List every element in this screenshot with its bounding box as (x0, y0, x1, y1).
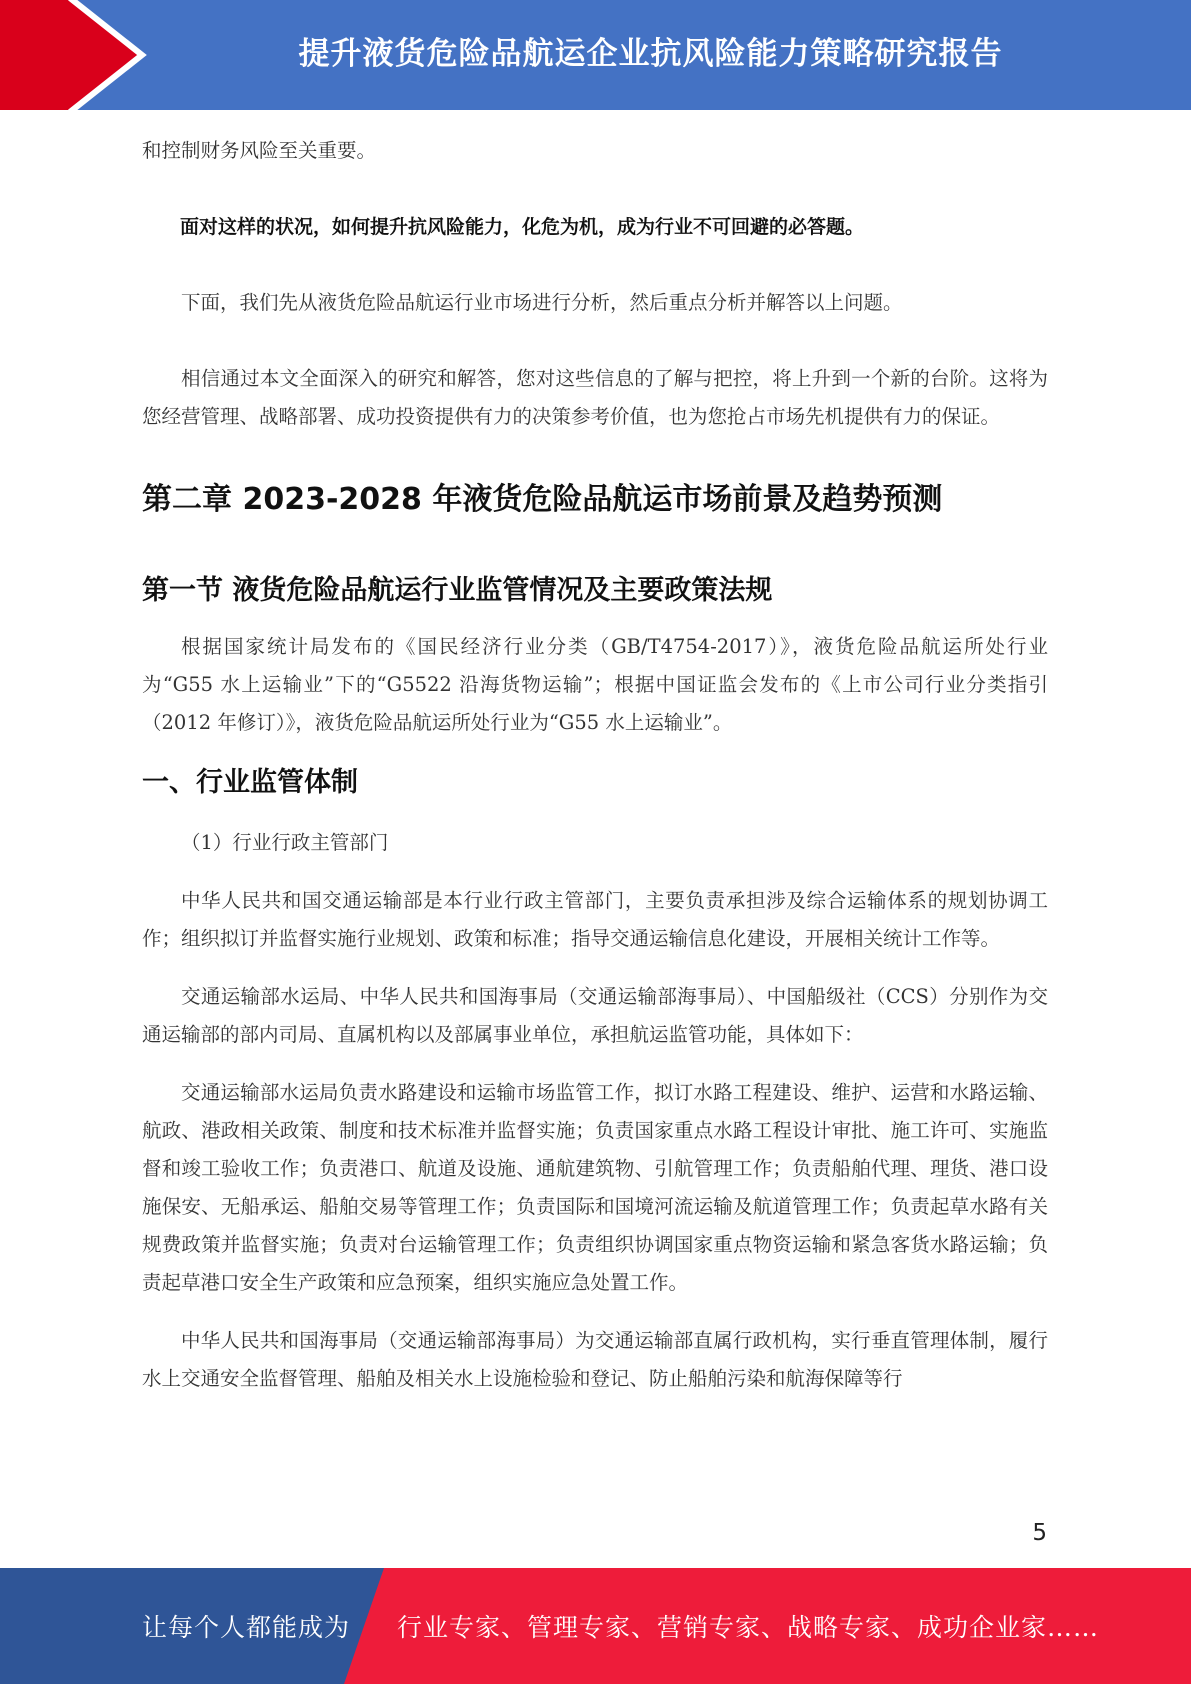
document-body (142, 132, 1048, 1398)
subsection-title: 一、行业监管体制 (142, 767, 358, 798)
paragraph-4: 相信通过本文全面深入的研究和解答，您对这些信息的了解与把控，将上升到一个新的台阶。这将为您经营管理、战略部署、成功投资提供有力的决策参考价值，也为您抢占市场先机提供有力的保证。 (142, 367, 1048, 428)
section-title: 第一节 液货危险品航运行业监管情况及主要政策法规 (142, 575, 773, 606)
page-footer (0, 1568, 1191, 1684)
paragraph-1: 和控制财务风险至关重要。 (142, 139, 377, 162)
footer-slogan-left: 让每个人都能成为 (142, 1613, 351, 1642)
paragraph-7: 交通运输部水运局、中华人民共和国海事局（交通运输部海事局）、中国船级社（CCS）分别作为交通运输部的部内司局、直属机构以及部属事业单位，承担航运监管功能，具体如下： (142, 985, 1048, 1046)
page-number: 5 (1032, 1520, 1047, 1546)
paragraph-2-bold: 面对这样的状况，如何提升抗风险能力，化危为机，成为行业不可回避的必答题。 (180, 216, 865, 238)
footer-slogan-right: 行业专家、管理专家、营销专家、战略专家、成功企业家…… (397, 1613, 1100, 1642)
chapter-title: 第二章 2023-2028 年液货危险品航运市场前景及趋势预测 (142, 482, 943, 517)
paragraph-8: 交通运输部水运局负责水路建设和运输市场监管工作，拟订水路工程建设、维护、运营和水路运输、航政、港政相关政策、制度和技术标准并监督实施；负责国家重点水路工程设计审批、施工许可、实施监督和竣工验收工作；负责港口、航道及设施、通航建筑物、引航管理工作；负责船舶代理、理货、港口设施保安、无船承运、船舶交易等管理工作；负责国际和国境河流运输及航道管理工作；负责起草水路有关规费政策并监督实施；负责对台运输管理工作；负责组织协调国家重点物资运输和紧急客货水路运输；负责起草港口安全生产政策和应急预案，组织实施应急处置工作。 (142, 1081, 1048, 1294)
report-title: 提升液货危险品航运企业抗风险能力策略研究报告 (298, 35, 1003, 72)
page-header (0, 0, 1191, 110)
paragraph-5: 根据国家统计局发布的《国民经济行业分类（GB/T4754-2017）》，液货危险品航运所处行业为“G55 水上运输业”下的“G5522 沿海货物运输”；根据中国证监会发布的《上市公司行业分类指引（2012 年修订）》，液货危险品航运所处行业为“G55 水上运输业”。 (142, 635, 1048, 734)
item-1: （1）行业行政主管部门 (181, 831, 389, 854)
paragraph-3: 下面，我们先从液货危险品航运行业市场进行分析，然后重点分析并解答以上问题。 (181, 291, 903, 314)
paragraph-9: 中华人民共和国海事局（交通运输部海事局）为交通运输部直属行政机构，实行垂直管理体制，履行水上交通安全监督管理、船舶及相关水上设施检验和登记、防止船舶污染和航海保障等行 (142, 1329, 1048, 1390)
paragraph-6: 中华人民共和国交通运输部是本行业行政主管部门，主要负责承担涉及综合运输体系的规划协调工作；组织拟订并监督实施行业规划、政策和标准；指导交通运输信息化建设，开展相关统计工作等。 (142, 889, 1048, 950)
